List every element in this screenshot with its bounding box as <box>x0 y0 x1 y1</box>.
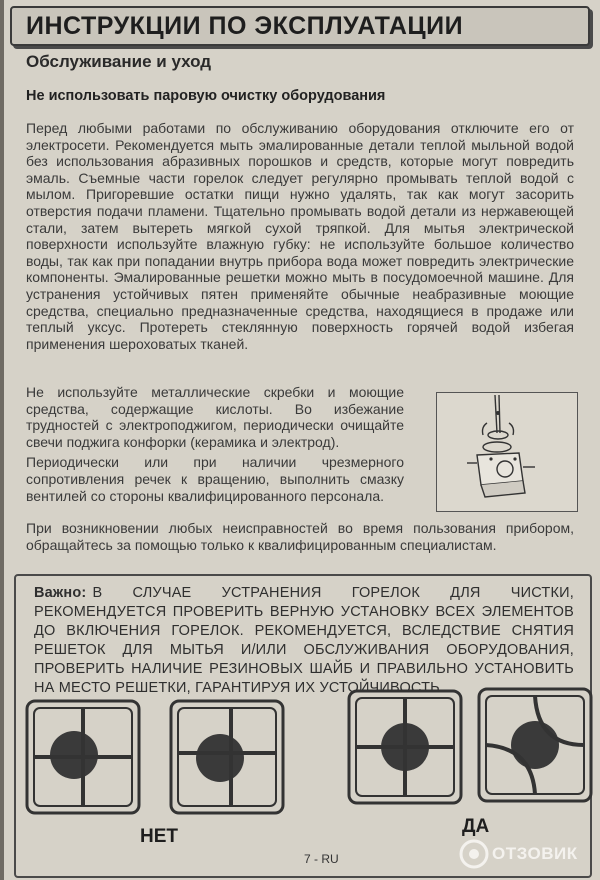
verdict-right: ДА <box>462 816 490 837</box>
subsection-title: Не использовать паровую очистку оборудования <box>26 88 386 104</box>
important-label: Важно: <box>34 585 87 601</box>
main-paragraph-block <box>26 120 574 352</box>
valve-figure-icon <box>436 392 578 512</box>
important-notice <box>14 574 592 878</box>
side-paragraph-block <box>26 384 404 508</box>
section-title: Обслуживание и уход <box>26 52 212 71</box>
faults-paragraph-block <box>26 520 574 553</box>
paragraph-main: Перед любыми работами по обслуживанию оборудования отключите его от электросети. Рекомендуется мыть эмалированные детали теплой мыльной водой без использования абразивных порошков и средств, которые могут повредить эмаль. Съемные части горелок следует регулярно промывать теплой водой с мылом. Пригоревшие остатки пищи нужно удалять, так как могут засорить отверстия подачи пламени. Тщательно промывать водой детали из нержавеющей стали, затем вытереть мягкой сухой тряпкой. Для мытья электрической поверхности используйте влажную губку: не используйте большое количество воды, так как при попадании внутрь прибора вода может повредить электрические компоненты. Эмалированные решетки можно мыть в посудомоечной машине. Для устранения устойчивых пятен применяйте обычные неабразивные моющие средства, специально предназначенные средства, находящиеся в продаже или теплый уксус. Протереть стеклянную поверхность горячей водой избегая применения шероховатых тканей. <box>26 120 574 352</box>
important-text-block <box>34 584 574 698</box>
verdict-wrong: НЕТ <box>140 826 178 847</box>
paragraph-faults: При возникновении любых неисправностей во время пользования прибором, обращайтесь за помощью только к квалифицированным специалистам. <box>26 520 574 553</box>
paragraph-scrapers: Не используйте металлические скребки и моющие средства, содержащие кислоты. Во избежание трудностей с электроподжигом, периодически очищайте свечи поджига конфорки (керамика и электрод). <box>26 384 404 450</box>
grate-icon <box>168 698 286 816</box>
page-number: 7 - RU <box>304 852 339 866</box>
paragraph-valves: Периодически или при наличии чрезмерного сопротивления речек к вращению, выполнить смазку вентилей со стороны квалифицированного персонала. <box>26 454 404 504</box>
page-title: ИНСТРУКЦИИ ПО ЭКСПЛУАТАЦИИ <box>26 12 464 40</box>
manual-page <box>4 0 600 880</box>
header-bar <box>10 6 590 46</box>
important-text: В СЛУЧАЕ УСТРАНЕНИЯ ГОРЕЛОК ДЛЯ ЧИСТКИ, РЕКОМЕНДУЕТСЯ ПРОВЕРИТЬ ВЕРНУЮ УСТАНОВКУ ВСЕХ ЭЛЕМЕНТОВ ДО ВКЛЮЧЕНИЯ ГОРЕЛОК. РЕКОМЕНДУЕТСЯ, ВСЛЕДСТВИЕ СНЯТИЯ РЕШЕТОК ДЛЯ МЫТЬЯ И/ИЛИ ОБСЛУЖИВАНИЯ ОБОРУДОВАНИЯ, ПРОВЕРИТЬ НАЛИЧИЕ РЕЗИНОВЫХ ШАЙБ И ПРАВИЛЬНО УСТАНОВИТЬ НА МЕСТО РЕШЕТКИ, ГАРАНТИРУЯ ИХ УСТОЙЧИВОСТЬ. <box>34 585 574 696</box>
grate-icon <box>476 686 594 804</box>
otzovik-logo-icon <box>458 838 490 870</box>
grate-icon <box>346 688 464 806</box>
watermark-text: ОТЗОВИК <box>492 844 578 863</box>
watermark <box>456 836 596 872</box>
grate-icon <box>24 698 142 816</box>
